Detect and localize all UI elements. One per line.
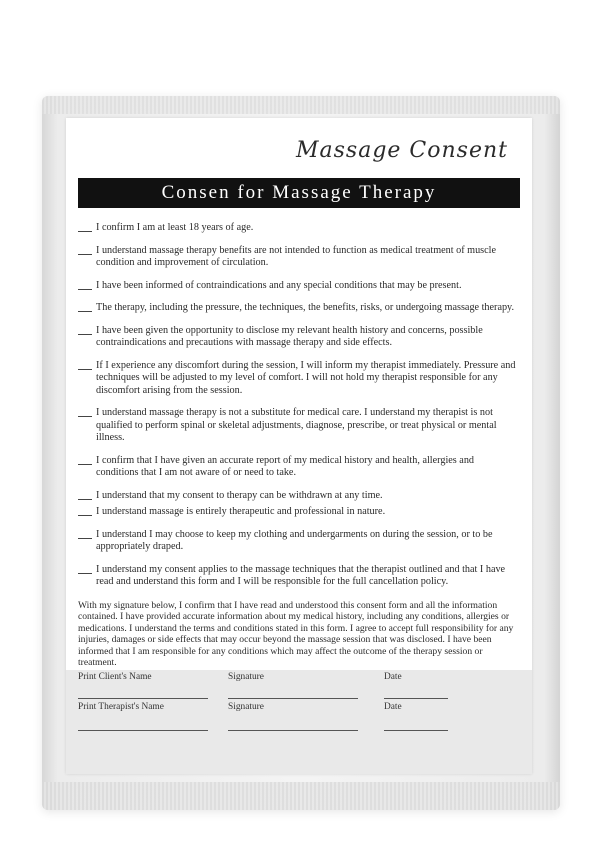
consent-clause: The therapy, including the pressure, the techniques, the benefits, risks, or undergoing massage therapy. xyxy=(78,302,518,315)
therapist-name-line[interactable] xyxy=(78,730,208,731)
client-name-line[interactable] xyxy=(78,698,208,699)
initial-blank[interactable] xyxy=(78,407,92,417)
therapist-date-line[interactable] xyxy=(384,730,448,731)
consent-clause: I understand massage is entirely therapeutic and professional in nature. xyxy=(78,506,518,519)
pouch-top-seal xyxy=(42,96,560,114)
client-date-label: Date xyxy=(384,672,402,682)
initial-blank[interactable] xyxy=(78,325,92,335)
initial-blank[interactable] xyxy=(78,455,92,465)
client-name-label: Print Client's Name xyxy=(78,672,152,682)
consent-clauses xyxy=(78,222,518,589)
initial-blank[interactable] xyxy=(78,222,92,232)
initial-blank[interactable] xyxy=(78,529,92,539)
therapist-signature-row xyxy=(78,702,518,742)
consent-clause: I have been informed of contraindications and any special conditions that may be present. xyxy=(78,280,518,293)
initial-blank[interactable] xyxy=(78,302,92,312)
initial-blank[interactable] xyxy=(78,245,92,255)
client-signature-label: Signature xyxy=(228,672,264,682)
consent-clause: If I experience any discomfort during the session, I will inform my therapist immediately. Pressure and techniques will be adjusted to my level of comfort. I will not hold my therapist responsible for any discomfort arising from the session. xyxy=(78,360,518,398)
title-banner xyxy=(78,178,520,208)
consent-clause: I understand massage therapy is not a substitute for medical care. I understand my therapist is not qualified to perform spinal or skeletal adjustments, diagnose, prescribe, or treat physical or mental illness. xyxy=(78,407,518,445)
pouch-bottom-seal xyxy=(42,782,560,810)
therapist-signature-line[interactable] xyxy=(228,730,358,731)
initial-blank[interactable] xyxy=(78,564,92,574)
consent-clause: I understand massage therapy benefits are not intended to function as medical treatment of muscle condition and improvement of circulation. xyxy=(78,245,518,270)
consent-clause: I understand I may choose to keep my clothing and undergarments on during the session, or to be appropriately draped. xyxy=(78,529,518,554)
initial-blank[interactable] xyxy=(78,360,92,370)
consent-clause: I have been given the opportunity to disclose my relevant health history and concerns, possible contraindications and precautions with massage therapy and side effects. xyxy=(78,325,518,350)
initial-blank[interactable] xyxy=(78,506,92,516)
client-date-line[interactable] xyxy=(384,698,448,699)
therapist-date-label: Date xyxy=(384,702,402,712)
consent-clause: I confirm that I have given an accurate report of my medical history and health, allergies and conditions that I am not aware of or need to take. xyxy=(78,455,518,480)
consent-clause: I understand my consent applies to the massage techniques that the therapist outlined and that I have read and understand this form and I will be responsible for the full cancellation policy. xyxy=(78,564,518,589)
therapist-name-label: Print Therapist's Name xyxy=(78,702,164,712)
form-title: Consen for Massage Therapy xyxy=(161,182,437,203)
agreement-paragraph: With my signature below, I confirm that I have read and understood this consent form and all the information contained. I have provided accurate information about my medical history, including any conditions, allergies or medications. I understand the terms and conditions stated in this form. I agree to accept full responsibility for any injuries, damages or side effects that may occur beyond the massage session that was disclosed. I have been informed that I am responsible for any conditions which may affect the outcome of the therapy session or treatment. xyxy=(78,600,514,669)
script-heading: Massage Consent xyxy=(295,138,508,163)
consent-clause: I understand that my consent to therapy can be withdrawn at any time. xyxy=(78,490,518,503)
client-signature-line[interactable] xyxy=(228,698,358,699)
consent-form-page xyxy=(66,118,532,774)
consent-clause: I confirm I am at least 18 years of age. xyxy=(78,222,518,235)
therapist-signature-label: Signature xyxy=(228,702,264,712)
initial-blank[interactable] xyxy=(78,280,92,290)
signature-section xyxy=(66,670,532,774)
initial-blank[interactable] xyxy=(78,490,92,500)
